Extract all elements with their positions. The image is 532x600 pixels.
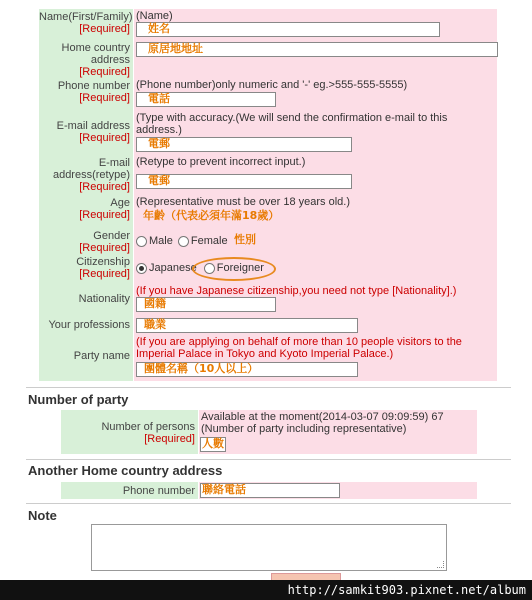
email-retype-label: E-mail address(retype) [Required] xyxy=(39,155,134,195)
home-label: Home country address [Required] xyxy=(39,40,134,78)
number-annotation: 人數 xyxy=(202,437,224,450)
another-section-title: Another Home country address xyxy=(28,463,223,478)
section-divider xyxy=(26,503,511,504)
gender-annotation: 性別 xyxy=(234,233,256,246)
age-annotation: 年齡（代表必須年滿18歲） xyxy=(143,209,280,222)
name-label: Name(First/Family) [Required] xyxy=(39,9,134,40)
citizenship-japanese-option[interactable]: Japanese xyxy=(136,262,197,274)
age-hint: (Representative must be over 18 years old.) xyxy=(136,196,350,208)
section-divider xyxy=(26,459,511,460)
name-input[interactable] xyxy=(136,22,440,37)
resize-handle-icon[interactable] xyxy=(437,561,444,568)
email-annotation: 電郵 xyxy=(148,137,170,150)
number-hint: (Number of party including representative) xyxy=(201,423,407,435)
section-divider xyxy=(26,387,511,388)
party-name-annotation: 團體名稱（10人以上） xyxy=(144,362,259,375)
citizenship-label: Citizenship [Required] xyxy=(39,254,134,284)
radio-japanese-icon[interactable] xyxy=(136,263,147,274)
profession-input[interactable] xyxy=(136,318,358,333)
party-name-hint: (If you are applying on behalf of more than 10 people visitors to the Imperial Palace in Tokyo and Kyoto Imperial Palace.) xyxy=(136,336,462,360)
radio-female-icon[interactable] xyxy=(178,236,189,247)
number-section-title: Number of party xyxy=(28,392,129,407)
another-phone-annotation: 聯絡電話 xyxy=(202,483,246,496)
nationality-annotation: 國籍 xyxy=(144,297,166,310)
email-label: E-mail address [Required] xyxy=(39,111,134,155)
number-label: Number of persons [Required] xyxy=(61,410,199,454)
availability-text: Available at the moment(2014-03-07 09:09:59) 67 xyxy=(201,411,444,423)
age-row xyxy=(39,195,497,228)
home-annotation: 原居地地址 xyxy=(148,42,203,55)
home-row xyxy=(39,40,497,78)
phone-row xyxy=(39,78,497,111)
another-phone-label: Phone number xyxy=(61,482,199,499)
name-hint: (Name) xyxy=(136,10,173,22)
phone-label: Phone number [Required] xyxy=(39,78,134,111)
number-row xyxy=(61,410,477,454)
highlight-circle xyxy=(192,257,276,281)
radio-male-icon[interactable] xyxy=(136,236,147,247)
citizenship-row xyxy=(39,254,497,284)
name-row xyxy=(39,9,497,40)
email-retype-row xyxy=(39,155,497,195)
gender-female-option[interactable]: Female xyxy=(178,235,228,247)
party-name-row xyxy=(39,335,497,381)
profession-label: Your professions xyxy=(39,317,134,335)
profession-annotation: 職業 xyxy=(144,318,166,331)
note-section-title: Note xyxy=(28,508,57,523)
another-phone-row xyxy=(61,482,477,499)
email-retype-annotation: 電郵 xyxy=(148,174,170,187)
phone-annotation: 電話 xyxy=(148,92,170,105)
gender-male-option[interactable]: Male xyxy=(136,235,173,247)
email-hint: (Type with accuracy.(We will send the confirmation e-mail to this address.) xyxy=(136,112,448,136)
name-annotation: 姓名 xyxy=(148,22,170,35)
profession-row xyxy=(39,317,497,335)
watermark-bar xyxy=(0,580,532,600)
nationality-hint: (If you have Japanese citizenship,you need not type [Nationality].) xyxy=(136,285,457,297)
watermark-text: http://samkit903.pixnet.net/album xyxy=(287,583,526,597)
age-label: Age [Required] xyxy=(39,195,134,228)
note-textarea[interactable] xyxy=(91,524,447,571)
nationality-row xyxy=(39,284,497,317)
gender-label: Gender [Required] xyxy=(39,228,134,254)
citizenship-foreigner-option[interactable]: Foreigner xyxy=(204,262,264,274)
party-name-label: Party name xyxy=(39,335,134,381)
gender-row xyxy=(39,228,497,254)
email-row xyxy=(39,111,497,155)
phone-hint: (Phone number)only numeric and '-' eg.>555-555-5555) xyxy=(136,79,408,91)
nationality-label: Nationality xyxy=(39,284,134,317)
email-retype-hint: (Retype to prevent incorrect input.) xyxy=(136,156,306,168)
